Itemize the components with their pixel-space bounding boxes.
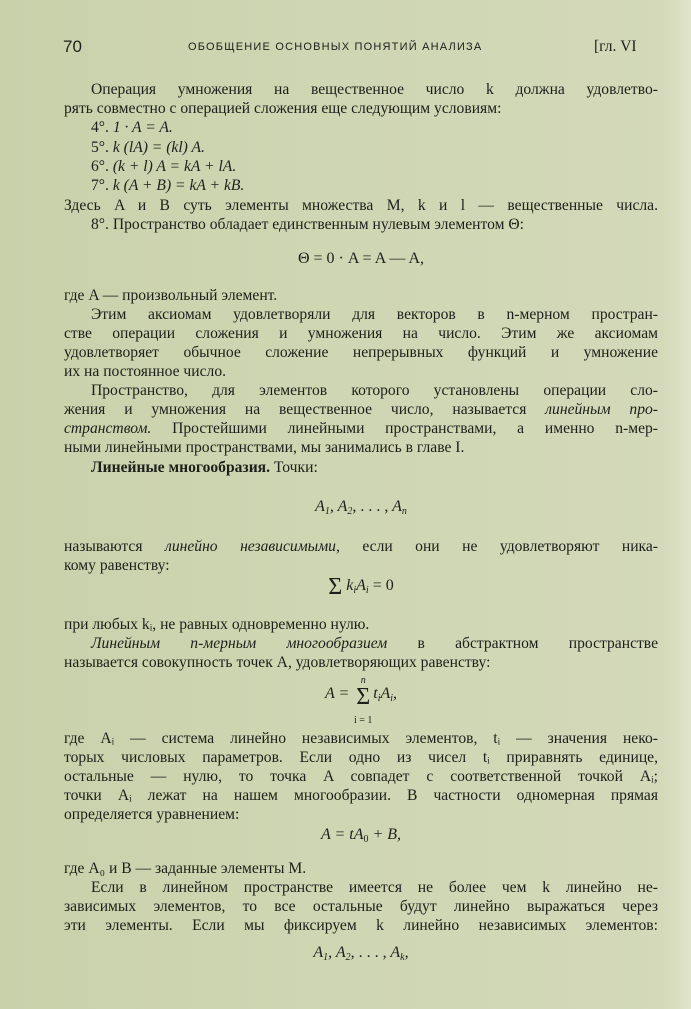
paragraph-line	[91, 634, 658, 654]
paragraph-line: остальные — нулю, то точка A совпадет с соответственной точкой Aᵢ;	[64, 768, 658, 785]
paragraph-line: рять совместно с операцией сложения еще следующим условиям:	[64, 100, 502, 117]
axiom-number: 6°.	[91, 158, 109, 175]
text-run: называются	[64, 538, 166, 555]
paragraph-line: эти элементы. Если мы фиксируем k линейно независимых элементов:	[64, 917, 658, 934]
emphasized-term: линейным про-	[545, 401, 659, 418]
paragraph-line: где A — произвольный элемент.	[64, 287, 278, 304]
paragraph-line: ными линейными пространствами, мы занимались в главе I.	[64, 439, 465, 456]
formula-points-k: $A_1$, $A_2$, . . . , $A_k$,	[313, 944, 409, 963]
paragraph-line: их на постоянное число.	[64, 363, 227, 380]
paragraph-line	[64, 419, 658, 439]
paragraph-line: где Aᵢ — система линейно независимых элементов, tᵢ — значения неко-	[64, 730, 658, 747]
formula-sum: Σ $k_iA_i = 0$	[328, 574, 394, 600]
paragraph-line	[64, 400, 658, 420]
paragraph-line: торых числовых параметров. Если одно из чисел tᵢ приравнять единице,	[64, 749, 658, 766]
axiom-8: 8°. Пространство обладает единственным нулевым элементом Θ:	[91, 216, 524, 233]
paragraph-line: точки Aᵢ лежат на нашем многообразии. В частности одномерная прямая	[64, 787, 658, 804]
paragraph-line: где A₀ и B — заданные элементы M.	[64, 860, 307, 877]
paragraph-line: называется совокупность точек A, удовлетворяющих равенству:	[64, 654, 491, 671]
paragraph-line: Операция умножения на вещественное число k должна удовлетво-	[91, 81, 658, 98]
paragraph-line	[64, 537, 658, 557]
paragraph-line: Пространство, для элементов которого установлены операции сло-	[91, 382, 658, 399]
running-title: ОБОБЩЕНИЕ ОСНОВНЫХ ПОНЯТИЙ АНАЛИЗА	[188, 41, 483, 53]
axiom-formula: k (lA) = (kl) A.	[112, 139, 205, 156]
paragraph-line: зависимых элементов, то все остальные будут линейно выражаться через	[64, 898, 658, 915]
text-run: если они не удовлетворяют ника-	[339, 538, 658, 555]
chapter-label: [гл. VI	[594, 38, 637, 55]
text-run: Простейшими линейными пространствами, а именно n-мер-	[151, 420, 658, 437]
emphasized-term: Линейным n-мерным многообразием	[91, 635, 388, 652]
axiom-number: 7°.	[91, 177, 109, 194]
paragraph-line: кому равенству:	[64, 557, 170, 574]
axiom-number: 5°.	[91, 139, 109, 156]
text-run: жения и умножения на вещественное число, называется	[64, 401, 546, 418]
axiom-formula: (k + l) A = kA + lA.	[112, 158, 237, 175]
axiom-7	[91, 176, 244, 196]
axiom-formula: k (A + B) = kA + kB.	[112, 177, 245, 194]
axiom-6	[91, 157, 236, 177]
paragraph-line: Здесь A и B суть элементы множества M, k и l — вещественные числа.	[64, 197, 658, 214]
section-heading-title: Линейные многообразия.	[91, 459, 271, 476]
emphasized-term: странством.	[64, 420, 152, 437]
paragraph-line: при любых kᵢ, не равных одновременно нулю.	[64, 616, 370, 633]
paragraph-line: определяется уравнением:	[64, 806, 240, 823]
axiom-formula: 1 · A = A.	[112, 119, 173, 136]
axiom-4	[91, 118, 173, 138]
axiom-5	[91, 138, 205, 158]
section-heading	[91, 458, 658, 478]
emphasized-term: линейно независимыми,	[165, 538, 340, 555]
text-run: Точки:	[270, 459, 318, 476]
paragraph-line: стве операции сложения и умножения на число. Этим же аксиомам	[64, 325, 658, 342]
axiom-number: 4°.	[91, 119, 109, 136]
formula-line: $A = tA_0 + B$,	[320, 826, 402, 845]
text-run: в абстрактном пространстве	[387, 635, 658, 652]
paragraph-line: Этим аксиомам удовлетворяли для векторов в n-мерном простран-	[91, 306, 658, 323]
formula-theta: Θ = 0 · A = A — A,	[297, 250, 425, 267]
formula-manifold: A = n Σ i = 1 $t_iA_i$,	[324, 675, 398, 726]
formula-points-n: $A_1$, $A_2$, . . . , $A_n$	[315, 498, 407, 517]
page-number: 70	[63, 37, 82, 56]
paragraph-line: удовлетворяет обычное сложение непрерывных функций и умножение	[64, 344, 658, 361]
paragraph-line: Если в линейном пространстве имеется не более чем k линейно не-	[91, 879, 658, 896]
